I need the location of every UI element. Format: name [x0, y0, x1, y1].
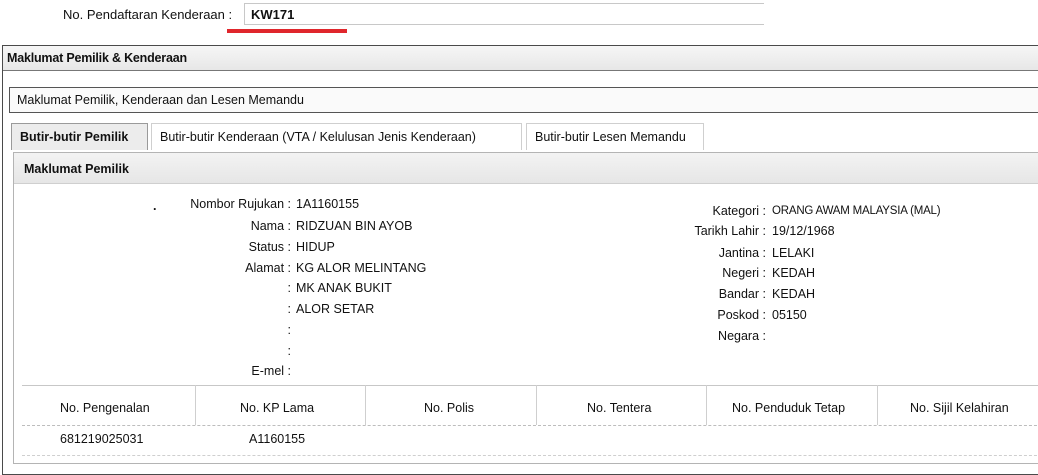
address-line-3-label: :: [287, 302, 291, 316]
address-line-2: MK ANAK BUKIT: [296, 281, 392, 295]
birth-date-label: Tarikh Lahir :: [694, 224, 766, 238]
stray-dot-marker: .: [153, 199, 157, 213]
name-value: RIDZUAN BIN AYOB: [296, 219, 413, 233]
address-label: Alamat :: [245, 261, 291, 275]
registration-highlight-underline: [227, 29, 347, 33]
city-label: Bandar :: [718, 287, 766, 301]
address-line-4-label: :: [287, 323, 291, 337]
state-value: KEDAH: [772, 266, 816, 280]
registration-label: No. Pendaftaran Kenderaan :: [63, 7, 233, 22]
birth-date-value: 19/12/1968: [772, 224, 835, 238]
id-table-column-divider: [877, 385, 878, 425]
tab-driving-license-details[interactable]: Butir-butir Lesen Memandu: [526, 123, 704, 150]
state-label: Negeri :: [722, 266, 766, 280]
owner-vehicle-panel-title: Maklumat Pemilik & Kenderaan: [7, 51, 187, 65]
category-value: ORANG AWAM MALAYSIA (MAL): [772, 205, 941, 217]
gender-label: Jantina :: [718, 246, 766, 260]
owner-info-section-title: Maklumat Pemilik: [24, 162, 129, 176]
id-table-header: No. KP Lama: [240, 401, 315, 415]
country-label: Negara :: [718, 329, 766, 343]
id-table-header: No. Penduduk Tetap: [732, 401, 846, 415]
owner-info-section: [13, 152, 1038, 464]
id-table-header: No. Pengenalan: [60, 401, 150, 415]
status-value: HIDUP: [296, 240, 335, 254]
gender-value: LELAKI: [772, 246, 815, 260]
postcode-value: 05150: [772, 308, 807, 322]
name-label: Nama :: [250, 219, 291, 233]
address-line-5-label: :: [287, 344, 291, 358]
id-table-header: No. Polis: [424, 401, 475, 415]
city-value: KEDAH: [772, 287, 816, 301]
id-table-header: No. Tentera: [587, 401, 652, 415]
id-table-cell: 681219025031: [60, 432, 144, 446]
status-label: Status :: [248, 240, 291, 254]
id-table-column-divider: [536, 385, 537, 425]
id-table-header: No. Sijil Kelahiran: [910, 401, 1009, 415]
address-line-3: ALOR SETAR: [296, 302, 375, 316]
id-table-cell: A1160155: [249, 432, 306, 446]
reference-number-value: 1A1160155: [296, 197, 360, 211]
id-table-column-divider: [706, 385, 707, 425]
email-label: E-mel :: [251, 364, 291, 378]
tab-owner-details[interactable]: Butir-butir Pemilik: [11, 123, 148, 150]
address-line-2-label: :: [287, 281, 291, 295]
id-table-column-divider: [365, 385, 366, 425]
reference-number-label: Nombor Rujukan :: [190, 197, 291, 211]
id-table-row-divider: [22, 425, 1038, 427]
address-line-1: KG ALOR MELINTANG: [296, 261, 427, 275]
id-table-column-divider: [195, 385, 196, 425]
tab-vehicle-details[interactable]: Butir-butir Kenderaan (VTA / Kelulusan Jenis Kenderaan): [151, 123, 522, 150]
owner-vehicle-license-panel-title: Maklumat Pemilik, Kenderaan dan Lesen Memandu: [17, 93, 304, 107]
owner-info-section-header: [14, 153, 1038, 184]
category-label: Kategori :: [712, 204, 766, 218]
registration-number-field[interactable]: KW171: [244, 3, 764, 25]
postcode-label: Poskod :: [717, 308, 766, 322]
id-table-top-border: [22, 385, 1038, 386]
id-table-bottom-border: [22, 455, 1038, 457]
